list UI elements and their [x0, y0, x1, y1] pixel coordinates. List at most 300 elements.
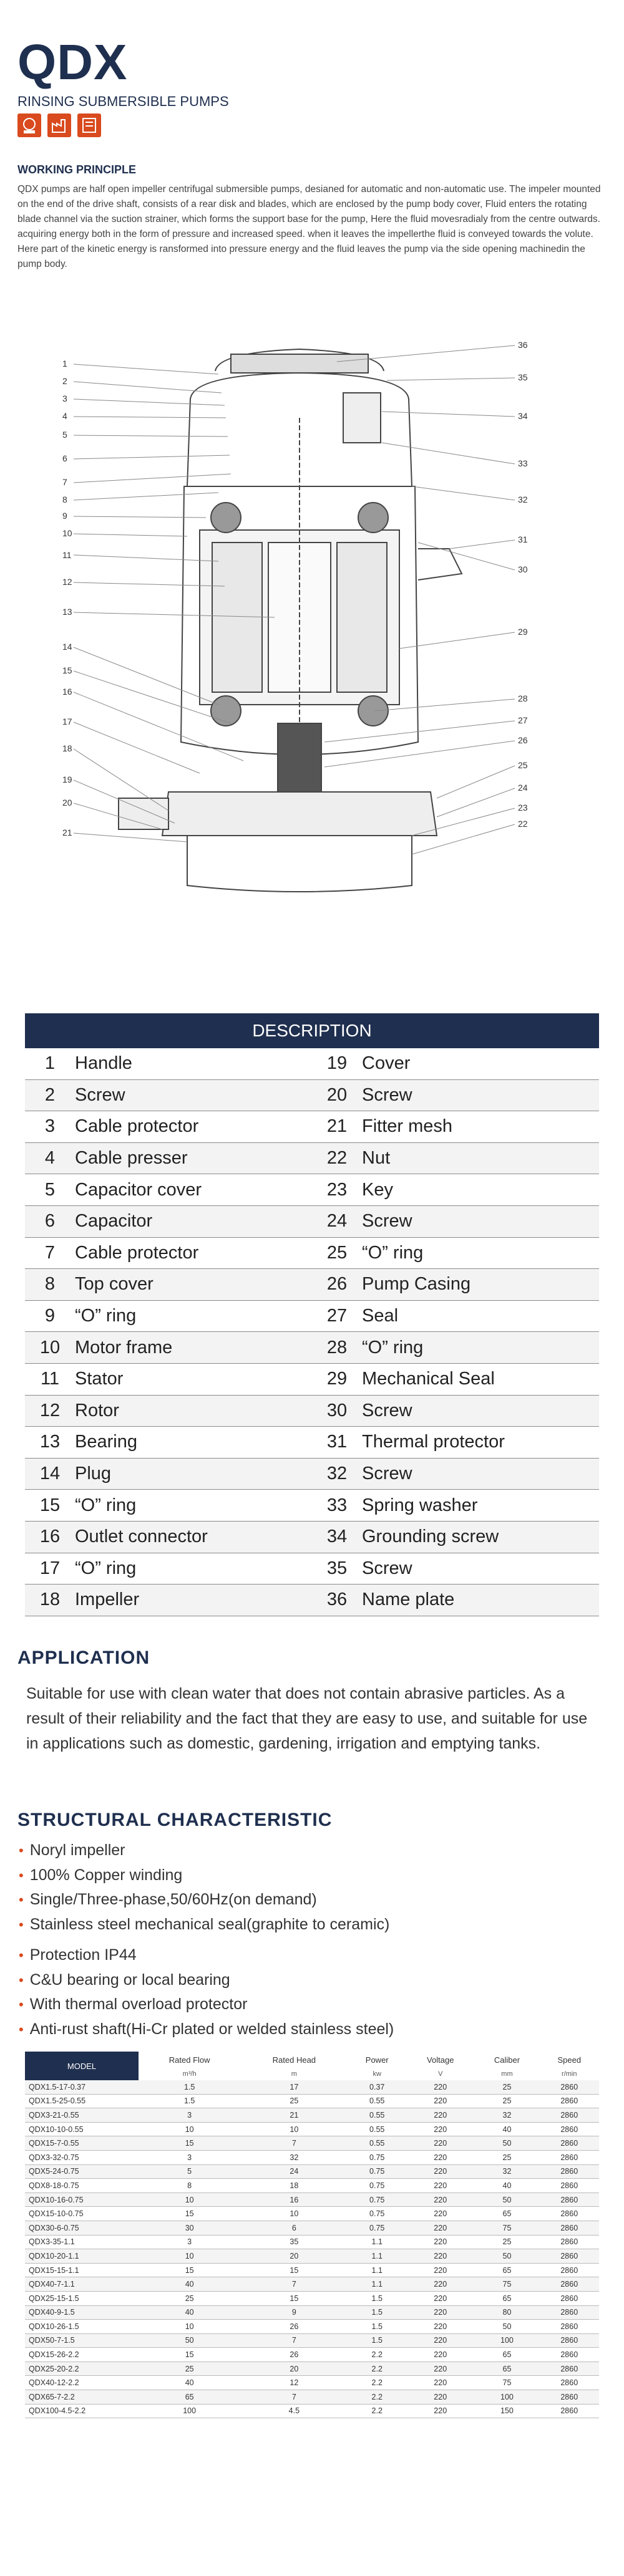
part-name: Spring washer: [362, 1490, 599, 1522]
callout-16: 16: [62, 687, 72, 697]
part-name: “O” ring: [75, 1490, 312, 1522]
callout-4: 4: [62, 411, 67, 421]
part-number: 1: [25, 1048, 75, 1079]
part-number: 27: [312, 1300, 362, 1332]
spec-cell: 2860: [540, 2263, 599, 2277]
spec-cell: 1.5: [348, 2333, 406, 2348]
page-subtitle: RINSING SUBMERSIBLE PUMPS: [17, 94, 229, 109]
spec-cell: 40: [474, 2122, 539, 2136]
callout-13: 13: [62, 607, 72, 617]
spec-cell: 220: [406, 2108, 474, 2123]
structural-heading: STRUCTURAL CHARACTERISTIC: [17, 1810, 333, 1830]
spec-cell: 0.55: [348, 2136, 406, 2151]
description-row: [25, 1332, 599, 1364]
spec-cell: 2860: [540, 2404, 599, 2418]
spec-cell: 1.1: [348, 2277, 406, 2292]
spec-cell: 32: [240, 2150, 348, 2164]
spec-cell: 10: [240, 2122, 348, 2136]
spec-cell: 3: [139, 2150, 240, 2164]
left-callouts: [62, 359, 72, 837]
spec-cell: 6: [240, 2221, 348, 2235]
spec-cell: 2860: [540, 2235, 599, 2249]
spec-cell: 20: [240, 2249, 348, 2264]
spec-cell: 100: [139, 2404, 240, 2418]
part-number: 7: [25, 1237, 75, 1269]
model-cell: QDX50-7-1.5: [25, 2333, 139, 2348]
spec-cell: 50: [474, 2249, 539, 2264]
spec-header: Speed: [557, 2055, 582, 2065]
part-name: Screw: [362, 1079, 599, 1111]
spec-cell: 2860: [540, 2277, 599, 2292]
part-number: 13: [25, 1427, 75, 1459]
spec-cell: 15: [240, 2263, 348, 2277]
spec-cell: 10: [139, 2320, 240, 2334]
spec-cell: 65: [474, 2361, 539, 2376]
model-cell: QDX1.5-17-0.37: [25, 2080, 139, 2094]
spec-cell: 8: [139, 2179, 240, 2193]
page-title: QDX: [17, 34, 128, 90]
callout-12: 12: [62, 577, 72, 587]
factory-badge-icon: [47, 113, 71, 137]
model-cell: QDX25-15-1.5: [25, 2291, 139, 2305]
part-name: Rotor: [75, 1395, 312, 1427]
callout-21: 21: [62, 827, 72, 837]
right-callouts: [518, 340, 528, 829]
part-number: 2: [25, 1079, 75, 1111]
spec-cell: 220: [406, 2235, 474, 2249]
bullet-icon: •: [19, 2021, 24, 2037]
part-name: Screw: [362, 1553, 599, 1585]
feature-item: • C&U bearing or local bearing: [19, 1971, 230, 1989]
spec-header: Voltage: [427, 2055, 454, 2065]
callout-30: 30: [518, 564, 528, 574]
pump-cross-section-diagram: [62, 337, 537, 967]
part-number: 12: [25, 1395, 75, 1427]
spec-cell: 220: [406, 2249, 474, 2264]
spec-cell: 80: [474, 2305, 539, 2320]
spec-cell: 25: [474, 2094, 539, 2108]
spec-cell: 1.1: [348, 2235, 406, 2249]
feature-item: • With thermal overload protector: [19, 1995, 248, 2013]
spec-cell: 50: [139, 2333, 240, 2348]
part-name: “O” ring: [362, 1332, 599, 1364]
spec-cell: 150: [474, 2404, 539, 2418]
part-name: Cable protector: [75, 1111, 312, 1143]
part-name: Screw: [362, 1205, 599, 1237]
spec-header: Caliber: [494, 2055, 520, 2065]
spec-cell: 0.55: [348, 2122, 406, 2136]
spec-cell: 2.2: [348, 2404, 406, 2418]
spec-cell: 25: [139, 2291, 240, 2305]
spec-unit: kw: [373, 2070, 381, 2078]
spec-cell: 50: [474, 2320, 539, 2334]
callout-28: 28: [518, 693, 528, 703]
spec-header: Power: [365, 2055, 389, 2065]
model-cell: QDX8-18-0.75: [25, 2179, 139, 2193]
spec-cell: 32: [474, 2108, 539, 2123]
part-name: Plug: [75, 1458, 312, 1490]
callout-18: 18: [62, 743, 72, 753]
part-number: 32: [312, 1458, 362, 1490]
callout-17: 17: [62, 716, 72, 726]
model-cell: QDX100-4.5-2.2: [25, 2404, 139, 2418]
description-row: [25, 1458, 599, 1490]
spec-cell: 0.75: [348, 2150, 406, 2164]
spec-cell: 2860: [540, 2080, 599, 2094]
spec-cell: 220: [406, 2122, 474, 2136]
working-principle-heading: WORKING PRINCIPLE: [17, 163, 137, 176]
feature-item: • 100% Copper winding: [19, 1866, 183, 1884]
spec-cell: 10: [139, 2249, 240, 2264]
spec-cell: 50: [474, 2192, 539, 2207]
spec-unit: m³/h: [182, 2070, 197, 2078]
spec-cell: 2.2: [348, 2376, 406, 2390]
spec-row: [25, 2207, 599, 2221]
spec-cell: 2860: [540, 2192, 599, 2207]
spec-unit: m: [291, 2070, 297, 2078]
part-name: Nut: [362, 1142, 599, 1174]
spec-header: MODEL: [25, 2052, 139, 2080]
part-number: 19: [312, 1048, 362, 1079]
bullet-icon: •: [19, 1916, 24, 1932]
spec-row: [25, 2094, 599, 2108]
spec-cell: 0.55: [348, 2108, 406, 2123]
spec-cell: 24: [240, 2164, 348, 2179]
spec-header: Rated Head: [272, 2055, 316, 2065]
callout-10: 10: [62, 528, 72, 538]
spec-cell: 220: [406, 2390, 474, 2405]
description-heading: DESCRIPTION: [25, 1013, 599, 1048]
description-row: [25, 1585, 599, 1616]
callout-25: 25: [518, 760, 528, 770]
part-number: 16: [25, 1521, 75, 1553]
spec-cell: 2860: [540, 2108, 599, 2123]
callout-3: 3: [62, 393, 67, 403]
spec-cell: 10: [240, 2207, 348, 2221]
bullet-icon: •: [19, 1867, 24, 1883]
spec-cell: 220: [406, 2150, 474, 2164]
spec-unit: mm: [501, 2070, 513, 2078]
description-row: [25, 1205, 599, 1237]
callout-31: 31: [518, 534, 528, 544]
spec-cell: 25: [474, 2080, 539, 2094]
spec-cell: 0.75: [348, 2192, 406, 2207]
spec-cell: 7: [240, 2136, 348, 2151]
part-number: 10: [25, 1332, 75, 1364]
spec-cell: 65: [474, 2263, 539, 2277]
callout-27: 27: [518, 715, 528, 725]
feature-item: • Stainless steel mechanical seal(graphite to ceramic): [19, 1915, 390, 1933]
spec-cell: 15: [139, 2263, 240, 2277]
model-cell: QDX10-26-1.5: [25, 2320, 139, 2334]
spec-cell: 220: [406, 2404, 474, 2418]
model-cell: QDX3-21-0.55: [25, 2108, 139, 2123]
model-cell: QDX40-7-1.1: [25, 2277, 139, 2292]
part-name: Motor frame: [75, 1332, 312, 1364]
part-number: 20: [312, 1079, 362, 1111]
spec-cell: 15: [139, 2348, 240, 2362]
spec-cell: 65: [474, 2291, 539, 2305]
spec-cell: 12: [240, 2376, 348, 2390]
spec-cell: 220: [406, 2207, 474, 2221]
spec-cell: 65: [139, 2390, 240, 2405]
bullet-icon: •: [19, 1892, 24, 1908]
spec-cell: 2860: [540, 2348, 599, 2362]
spec-cell: 0.75: [348, 2164, 406, 2179]
spec-cell: 220: [406, 2164, 474, 2179]
part-number: 18: [25, 1585, 75, 1616]
spec-cell: 40: [139, 2305, 240, 2320]
spec-cell: 10: [139, 2192, 240, 2207]
spec-cell: 1.1: [348, 2263, 406, 2277]
spec-cell: 40: [139, 2277, 240, 2292]
model-cell: QDX15-7-0.55: [25, 2136, 139, 2151]
feature-list-1: [19, 1838, 389, 1937]
model-cell: QDX3-32-0.75: [25, 2150, 139, 2164]
callout-32: 32: [518, 494, 528, 504]
model-cell: QDX40-12-2.2: [25, 2376, 139, 2390]
spec-cell: 2860: [540, 2249, 599, 2264]
spec-cell: 18: [240, 2179, 348, 2193]
spec-cell: 220: [406, 2221, 474, 2235]
callout-9: 9: [62, 511, 67, 521]
spec-row: [25, 2122, 599, 2136]
callout-35: 35: [518, 372, 528, 382]
callout-19: 19: [62, 774, 72, 784]
spec-cell: 1.1: [348, 2249, 406, 2264]
spec-row: [25, 2235, 599, 2249]
bullet-icon: •: [19, 1997, 24, 2012]
spec-cell: 10: [139, 2122, 240, 2136]
spec-cell: 26: [240, 2320, 348, 2334]
part-name: Outlet connector: [75, 1521, 312, 1553]
spec-cell: 40: [474, 2179, 539, 2193]
spec-cell: 100: [474, 2333, 539, 2348]
callout-24: 24: [518, 783, 528, 793]
callout-29: 29: [518, 627, 528, 637]
spec-cell: 0.55: [348, 2094, 406, 2108]
model-cell: QDX10-10-0.55: [25, 2122, 139, 2136]
spec-row: [25, 2305, 599, 2320]
spec-row: [25, 2136, 599, 2151]
part-name: Screw: [75, 1079, 312, 1111]
application-heading: APPLICATION: [17, 1647, 150, 1668]
spec-row: [25, 2376, 599, 2390]
spec-cell: 3: [139, 2108, 240, 2123]
spec-cell: 4.5: [240, 2404, 348, 2418]
part-number: 33: [312, 1490, 362, 1522]
spec-cell: 3: [139, 2235, 240, 2249]
spec-cell: 7: [240, 2333, 348, 2348]
part-number: 3: [25, 1111, 75, 1143]
part-name: Bearing: [75, 1427, 312, 1459]
callout-22: 22: [518, 819, 528, 829]
spec-cell: 0.75: [348, 2207, 406, 2221]
part-name: “O” ring: [75, 1553, 312, 1585]
part-number: 23: [312, 1174, 362, 1206]
certificate-badge-icon: [77, 113, 101, 137]
model-cell: QDX5-24-0.75: [25, 2164, 139, 2179]
spec-row: [25, 2192, 599, 2207]
spec-cell: 2.2: [348, 2348, 406, 2362]
callout-33: 33: [518, 458, 528, 468]
spec-cell: 2860: [540, 2333, 599, 2348]
part-name: Key: [362, 1174, 599, 1206]
model-cell: QDX3-35-1.1: [25, 2235, 139, 2249]
spec-cell: 9: [240, 2305, 348, 2320]
badge-row: [17, 113, 101, 137]
part-name: Capacitor: [75, 1205, 312, 1237]
spec-cell: 220: [406, 2263, 474, 2277]
bullet-icon: •: [19, 1972, 24, 1988]
spec-cell: 2860: [540, 2207, 599, 2221]
part-number: 34: [312, 1521, 362, 1553]
model-cell: QDX15-15-1.1: [25, 2263, 139, 2277]
quality-badge-icon: [17, 113, 41, 137]
spec-cell: 2860: [540, 2320, 599, 2334]
part-number: 4: [25, 1142, 75, 1174]
part-number: 6: [25, 1205, 75, 1237]
spec-cell: 2860: [540, 2221, 599, 2235]
spec-cell: 2860: [540, 2305, 599, 2320]
spec-cell: 2860: [540, 2291, 599, 2305]
spec-cell: 220: [406, 2376, 474, 2390]
spec-cell: 32: [474, 2164, 539, 2179]
part-name: Cable presser: [75, 1142, 312, 1174]
description-row: [25, 1142, 599, 1174]
callout-36: 36: [518, 340, 528, 350]
spec-row: [25, 2361, 599, 2376]
part-number: 8: [25, 1269, 75, 1301]
part-name: Top cover: [75, 1269, 312, 1301]
part-number: 36: [312, 1585, 362, 1616]
spec-cell: 2860: [540, 2164, 599, 2179]
callout-23: 23: [518, 803, 528, 813]
description-row: [25, 1111, 599, 1143]
callout-2: 2: [62, 376, 67, 386]
part-name: Screw: [362, 1458, 599, 1490]
model-cell: QDX10-20-1.1: [25, 2249, 139, 2264]
part-name: Handle: [75, 1048, 312, 1079]
feature-list-2: [19, 1943, 394, 2042]
part-number: 14: [25, 1458, 75, 1490]
spec-cell: 1.5: [139, 2094, 240, 2108]
model-cell: QDX25-20-2.2: [25, 2361, 139, 2376]
feature-item: • Single/Three-phase,50/60Hz(on demand): [19, 1891, 317, 1908]
callout-7: 7: [62, 477, 67, 487]
part-number: 30: [312, 1395, 362, 1427]
callout-20: 20: [62, 798, 72, 808]
spec-cell: 2.2: [348, 2390, 406, 2405]
part-number: 15: [25, 1490, 75, 1522]
spec-cell: 26: [240, 2348, 348, 2362]
spec-cell: 17: [240, 2080, 348, 2094]
model-cell: QDX1.5-25-0.55: [25, 2094, 139, 2108]
part-number: 17: [25, 1553, 75, 1585]
spec-cell: 220: [406, 2333, 474, 2348]
spec-table: [25, 2052, 599, 2418]
spec-cell: 2860: [540, 2361, 599, 2376]
spec-cell: 65: [474, 2348, 539, 2362]
spec-cell: 220: [406, 2305, 474, 2320]
spec-cell: 75: [474, 2221, 539, 2235]
spec-cell: 0.75: [348, 2221, 406, 2235]
model-cell: QDX10-16-0.75: [25, 2192, 139, 2207]
part-number: 11: [25, 1363, 75, 1395]
spec-cell: 35: [240, 2235, 348, 2249]
spec-cell: 20: [240, 2361, 348, 2376]
spec-cell: 1.5: [139, 2080, 240, 2094]
working-principle-text: QDX pumps are half open impeller centrifugal submersible pumps, desianed for automatic and non-automatic use. The impeler mounted on the end of the drive shaft, consists of a rear disk and blades, which are enclosed by the pump body cover, Fluid enters the rotating blade channel via the suction strainer, which forms the support base for the pump, Here the fluid movesradialy from the centre outwards. acquiring energy both in the form of pressure and increased speed. when it leaves the impellerthe fluid is conveyed towards the volute. Here part of the kinetic energy is ransformed into pressure energy and the fluid leaves the pump via the side opening machinedin the pump body.: [17, 184, 601, 269]
model-cell: QDX30-6-0.75: [25, 2221, 139, 2235]
part-number: 9: [25, 1300, 75, 1332]
description-row: [25, 1521, 599, 1553]
description-row: [25, 1363, 599, 1395]
description-row: [25, 1553, 599, 1585]
model-cell: QDX65-7-2.2: [25, 2390, 139, 2405]
spec-row: [25, 2221, 599, 2235]
application-text: Suitable for use with clean water that does not contain abrasive particles. As a result of their reliability and the fact that they are easy to use, and suitable for use in applications such as domestic, gardening, irrigation and emptying tanks.: [26, 1685, 588, 1752]
spec-cell: 7: [240, 2390, 348, 2405]
spec-cell: 7: [240, 2277, 348, 2292]
description-row: [25, 1269, 599, 1301]
spec-cell: 65: [474, 2207, 539, 2221]
bullet-icon: •: [19, 1947, 24, 1963]
spec-cell: 25: [139, 2361, 240, 2376]
callout-26: 26: [518, 735, 528, 745]
spec-header: Rated Flow: [168, 2055, 210, 2065]
spec-row: [25, 2277, 599, 2292]
part-name: “O” ring: [362, 1237, 599, 1269]
spec-row: [25, 2320, 599, 2334]
part-name: Grounding screw: [362, 1521, 599, 1553]
spec-cell: 15: [139, 2136, 240, 2151]
part-number: 29: [312, 1363, 362, 1395]
description-table: [25, 1013, 599, 1616]
spec-cell: 25: [240, 2094, 348, 2108]
spec-row: [25, 2404, 599, 2418]
spec-cell: 220: [406, 2136, 474, 2151]
part-number: 24: [312, 1205, 362, 1237]
spec-cell: 1.5: [348, 2305, 406, 2320]
spec-row: [25, 2179, 599, 2193]
spec-cell: 75: [474, 2376, 539, 2390]
description-row: [25, 1174, 599, 1206]
description-row: [25, 1395, 599, 1427]
spec-row: [25, 2108, 599, 2123]
spec-row: [25, 2080, 599, 2094]
description-row: [25, 1079, 599, 1111]
spec-cell: 2860: [540, 2390, 599, 2405]
spec-cell: 15: [240, 2291, 348, 2305]
callout-14: 14: [62, 642, 72, 652]
spec-cell: 220: [406, 2179, 474, 2193]
spec-cell: 2860: [540, 2122, 599, 2136]
spec-cell: 2860: [540, 2094, 599, 2108]
spec-cell: 220: [406, 2192, 474, 2207]
spec-cell: 2860: [540, 2150, 599, 2164]
part-name: Pump Casing: [362, 1269, 599, 1301]
spec-cell: 220: [406, 2291, 474, 2305]
spec-row: [25, 2249, 599, 2264]
part-name: Impeller: [75, 1585, 312, 1616]
part-name: “O” ring: [75, 1300, 312, 1332]
spec-cell: 50: [474, 2136, 539, 2151]
spec-row: [25, 2390, 599, 2405]
part-number: 26: [312, 1269, 362, 1301]
spec-cell: 25: [474, 2235, 539, 2249]
feature-item: • Protection IP44: [19, 1946, 137, 1964]
